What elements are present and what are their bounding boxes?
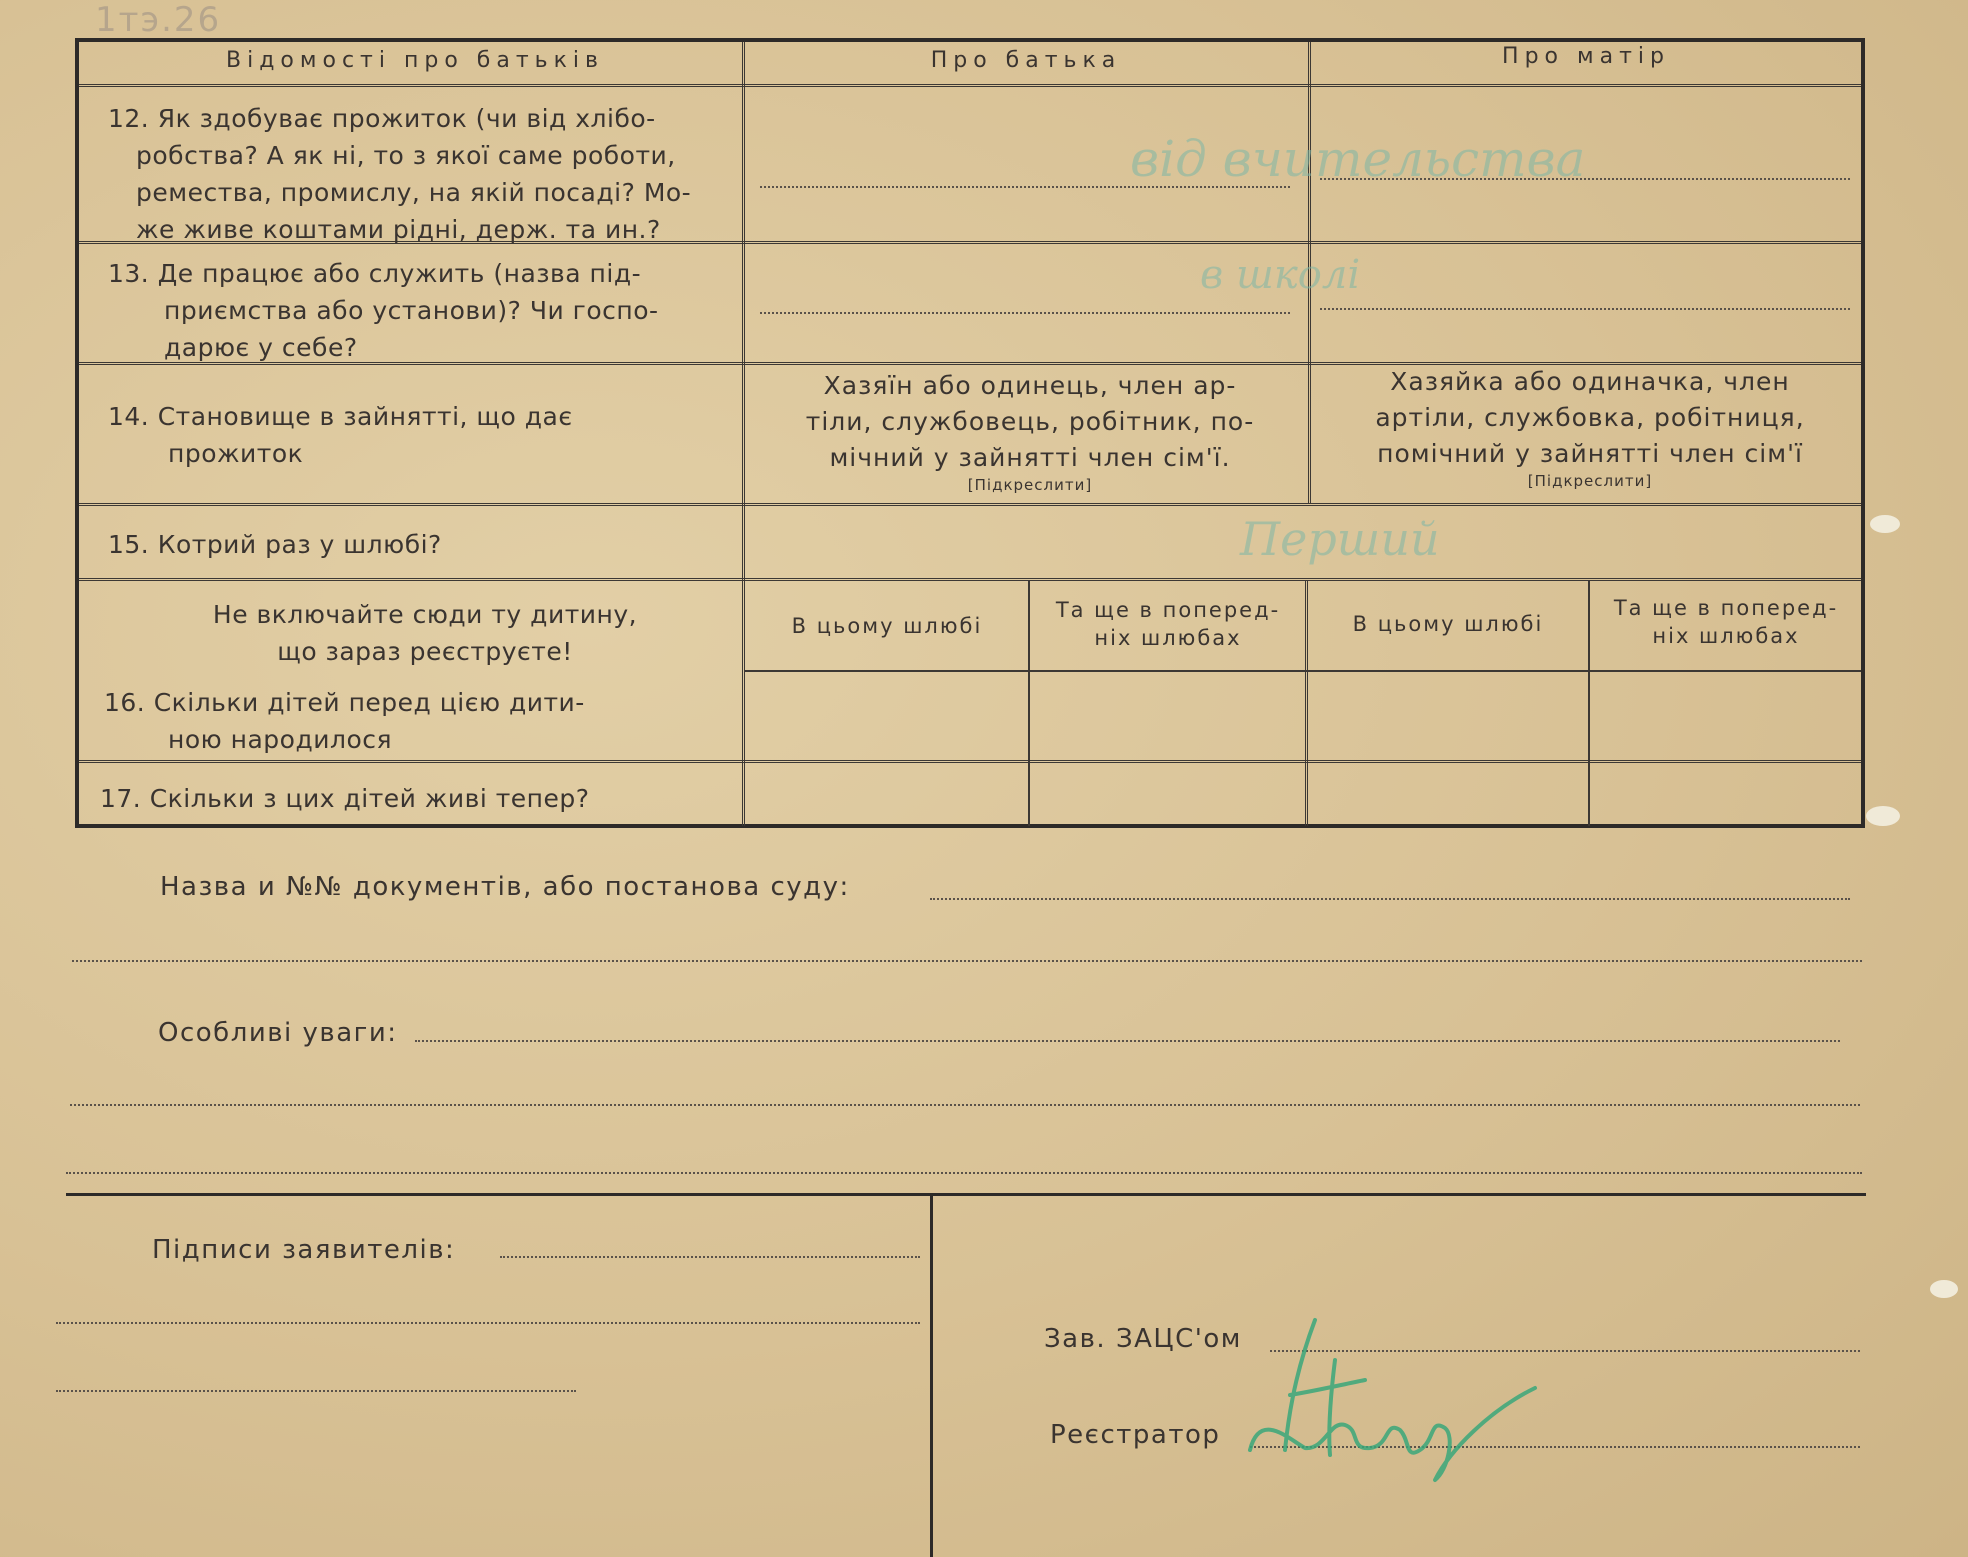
registrar-label: Реєстратор (1050, 1420, 1221, 1450)
q13-father-line (760, 312, 1290, 314)
registrar-signature (1230, 1300, 1560, 1490)
edge-damage (1866, 806, 1900, 826)
col1-divider (742, 42, 748, 826)
father-this-marriage-header: В цьому шлюбі (791, 614, 983, 638)
exclude-child-note: Не включайте сюди ту дитину, що зараз реєструєте! (212, 600, 638, 666)
applicant-signature-line-1 (500, 1256, 920, 1258)
applicant-signatures-label: Підписи заявителів: (152, 1235, 456, 1265)
mother-subcol-divider (1588, 580, 1590, 826)
father-subcol-divider (1028, 580, 1030, 826)
row16-rule (79, 760, 1861, 766)
header-father: Про батька (930, 48, 1122, 73)
q13-handwritten-answer: в школі (1200, 252, 1361, 298)
question-15: 15. Котрий раз у шлюбі? (108, 530, 442, 559)
q13-mother-line (1320, 308, 1850, 310)
header-parents-info: Відомості про батьків (226, 48, 604, 73)
remarks-line-1 (415, 1040, 1840, 1042)
remarks-line-2 (70, 1104, 1860, 1106)
mother-underline-note: [Підкреслити] (1527, 472, 1653, 490)
question-14: 14. Становище в зайнятті, що дає прожиток (108, 402, 573, 468)
remarks-line-3 (66, 1172, 1862, 1174)
mother-this-marriage-header: В цьому шлюбі (1352, 612, 1544, 636)
documents-line-1 (930, 898, 1850, 900)
father-previous-marriages-header: Та ще в поперед- ніх шлюбах (1055, 598, 1281, 650)
applicant-signature-line-3 (56, 1390, 576, 1392)
row14-rule (79, 503, 1861, 509)
question-12: 12. Як здобуває прожиток (чи від хлібо- робства? А як ні, то з якої саме роботи, ремества, промислу, на якій посаді? Мо- же живе коштами рідні, держ. та ин.? (108, 104, 692, 244)
mother-status-options: Хазяйка або одиначка, член артіли, службовка, робітниця, помічний у зайнятті член сім'ї (1375, 367, 1805, 468)
edge-damage (1870, 515, 1900, 533)
header-rule (79, 84, 1861, 90)
edge-damage (1930, 1280, 1958, 1298)
subheader-rule (745, 670, 1861, 672)
documents-line-2 (72, 960, 1862, 962)
q15-handwritten-answer: Перший (1240, 512, 1440, 566)
question-17: 17. Скільки з цих дітей живі тепер? (100, 784, 590, 813)
signature-section-divider (930, 1196, 933, 1557)
corner-note: 1тэ.26 (95, 0, 222, 40)
question-16: 16. Скільки дітей перед цією дити- ною народилося (104, 688, 585, 754)
remarks-label: Особливі уваги: (158, 1018, 398, 1048)
q12-handwritten-answer: від вчительства (1130, 130, 1586, 188)
signature-section-rule (66, 1193, 1866, 1196)
father-status-options: Хазяїн або одинець, член ар- тіли, службовець, робітник, по- мічний у зайнятті член сім'ї. (805, 371, 1255, 472)
documents-label: Назва и №№ документів, або постанова суду: (160, 872, 850, 902)
father-underline-note: [Підкреслити] (967, 476, 1093, 494)
applicant-signature-line-2 (56, 1322, 920, 1324)
header-mother: Про матір (1502, 44, 1670, 69)
question-13: 13. Де працює або служить (назва під- приємства або установи)? Чи госпо- дарює у себе? (108, 259, 659, 362)
row15-rule (79, 578, 1861, 584)
mother-previous-marriages-header: Та ще в поперед- ніх шлюбах (1613, 596, 1839, 648)
head-of-registry-label: Зав. ЗАЦС'ом (1044, 1324, 1242, 1354)
